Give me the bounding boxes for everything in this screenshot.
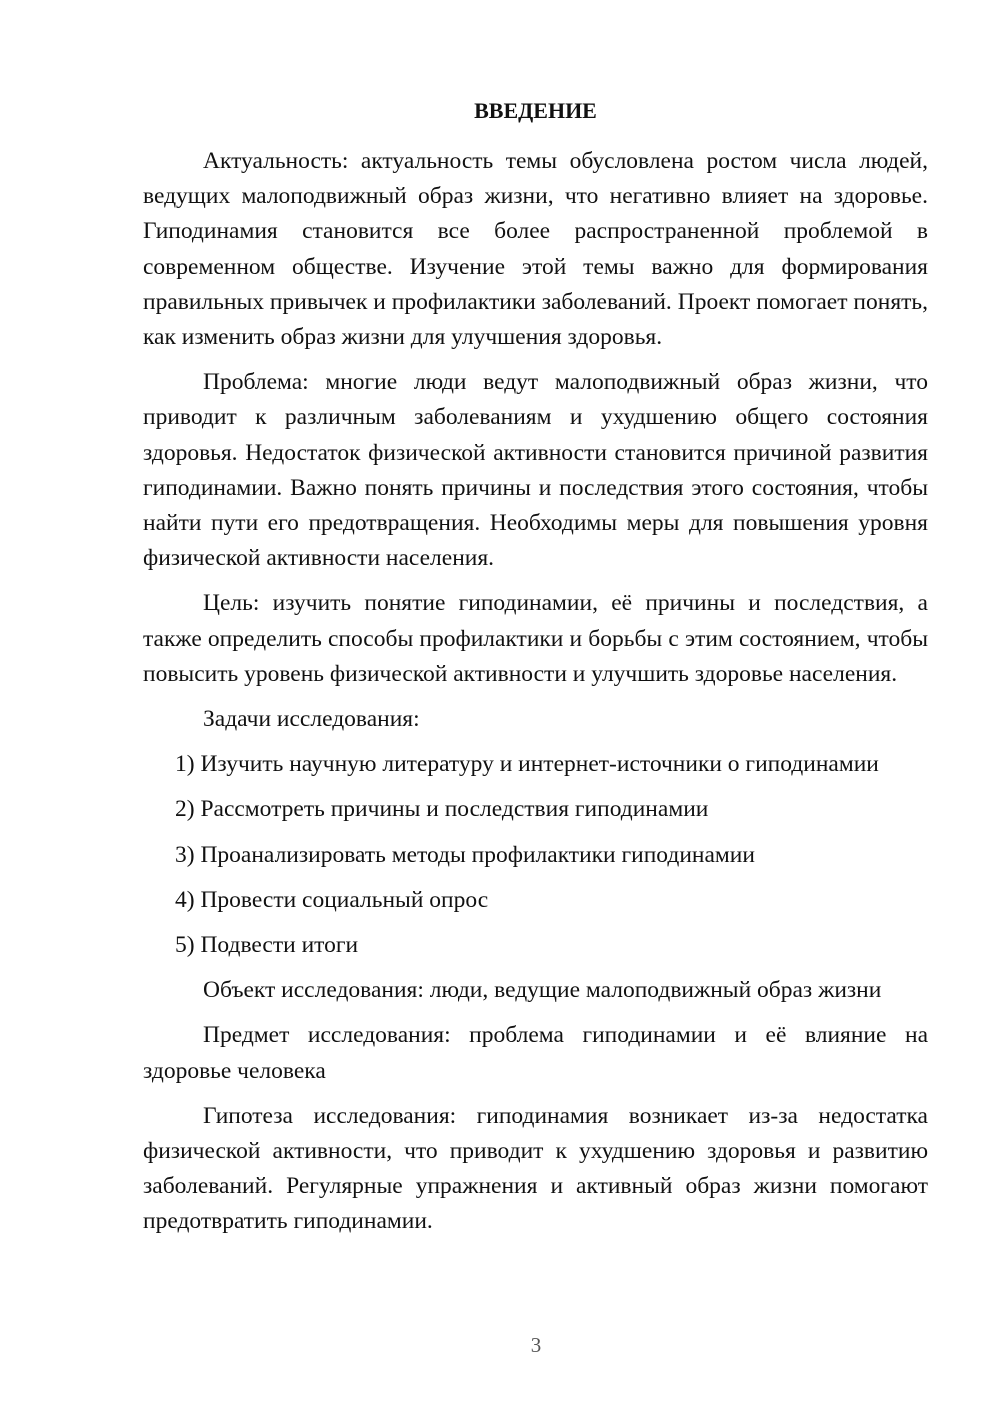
- tasks-list: [143, 747, 928, 963]
- paragraph-goal: Цель: изучить понятие гиподинамии, её причины и последствия, а также определить способы профилактики и борьбы с этим состоянием, чтобы повысить уровень физической активности и улучшить здоровье населения.: [143, 590, 928, 687]
- list-item: 1) Изучить научную литературу и интернет-источники о гиподинамии: [175, 751, 879, 778]
- paragraph-problem: Проблема: многие люди ведут малоподвижный образ жизни, что приводит к различным заболеваниям и ухудшению общего состояния здоровья. Недостаток физической активности становится причиной развития гиподинамии. Важно понять причины и последствия этого состояния, чтобы найти пути его предотвращения. Необходимы меры для повышения уровня физической активности населения.: [143, 369, 928, 572]
- paragraph-hypothesis: Гипотеза исследования: гиподинамия возникает из-за недостатка физической активности, что приводит к ухудшению здоровья и развитию заболеваний. Регулярные упражнения и активный образ жизни помогают предотвратить гиподинамии.: [143, 1102, 928, 1235]
- list-item: 4) Провести социальный опрос: [175, 886, 489, 913]
- page-content: [143, 92, 928, 1250]
- list-item: 2) Рассмотреть причины и последствия гиподинамии: [175, 796, 709, 823]
- paragraph-relevance: Актуальность: актуальность темы обусловлена ростом числа людей, ведущих малоподвижный образ жизни, что негативно влияет на здоровье. Гиподинамия становится все более распространенной проблемой в современном обществе. Изучение этой темы важно для формирования правильных привычек и профилактики заболеваний. Проект помогает понять, как изменить образ жизни для улучшения здоровья.: [143, 148, 928, 351]
- section-title: ВВЕДЕНИЕ: [474, 98, 597, 123]
- list-item: 3) Проанализировать методы профилактики гиподинамии: [175, 841, 755, 868]
- tasks-heading: Задачи исследования:: [203, 706, 420, 733]
- list-item: 5) Подвести итоги: [175, 932, 359, 959]
- paragraph-object: Объект исследования: люди, ведущие малоподвижный образ жизни: [203, 977, 882, 1004]
- page-number: 3: [530, 1333, 542, 1357]
- paragraph-subject: Предмет исследования: проблема гиподинамии и её влияние на здоровье человека: [143, 1022, 928, 1084]
